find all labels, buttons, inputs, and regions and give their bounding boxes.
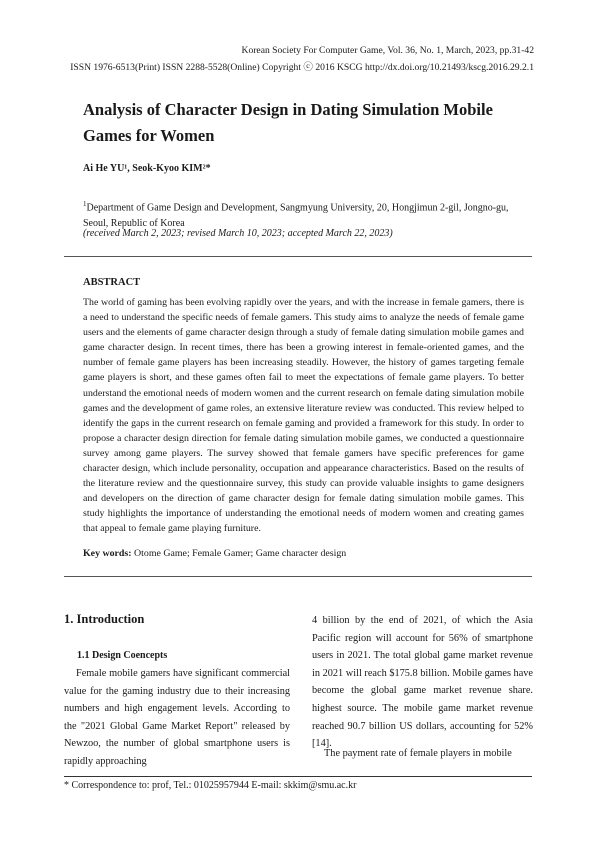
section-heading-introduction: 1. Introduction [64, 612, 145, 626]
paper-title: Analysis of Character Design in Dating Simulation Mobile Games for Women [83, 100, 493, 145]
top-divider [64, 256, 532, 257]
abstract-heading: ABSTRACT [83, 277, 141, 288]
journal-header-line1: Korean Society For Computer Game, Vol. 36, No. 1, March, 2023, pp.31-42 [241, 45, 534, 56]
keywords [83, 548, 346, 559]
intro-right-paragraph-1: 4 billion by the end of 2021, of which the Asia Pacific region will account for 56% of smartphone users in 2021. The total global game market revenue in 2021 will reach $175.8 billion. Mobile games have become the global game market revenue share. highest source. The mobile game market revenue reached 90.7 billion US dollars, accounting for 52%[14]. [312, 615, 533, 750]
keywords-value: Otome Game; Female Gamer; Game character design [131, 548, 347, 559]
footnote-divider [64, 776, 532, 777]
journal-header-line2: ISSN 1976-6513(Print) ISSN 2288-5528(Online) Copyright ⓒ 2016 KSCG http://dx.doi.org/10.21493/kscg.2016.29.2.1 [70, 62, 534, 73]
intro-left-paragraph: Female mobile gamers have significant commercial value for the gaming industry due to their increasing numbers and high engagement levels. According to the "2021 Global Game Market Report" released by Newzoo, the number of global smartphone users is rapidly approaching [64, 668, 290, 767]
author-list: Ai He YU¹, Seok-Kyoo KIM²* [83, 163, 211, 174]
intro-right-paragraph-2: The payment rate of female players in mobile [324, 748, 512, 759]
abstract-body: The world of gaming has been evolving rapidly over the years, and with the increase in female gamers, there is a need to understand the specific needs of female gamers. This study aims to analyze the needs of female game users and the elements of game character design through a study of female dating simulation mobile games and game character design. In recent times, there has been a growing interest in female-oriented games, and the number of female game players has been increasing steadily. However, the history of games targeting female game players is short, and these games often fail to meet the expectations of female game players. To better understand the emotional needs of modern women and the current research on female dating simulation mobile games and the development of game roles, an extensive literature review was conducted. This review helped to identify the gaps in the current research on female gaming and provided a framework for this study. In order to propose a character design direction for female dating simulation mobile games, we conducted a questionnaire survey among game players. The survey showed that female gamers have specific preferences for game character design, which include personality, occupation and appearance characteristics. Based on the results of the literature review and the questionnaire survey, this study can provide valuable insights to game designers and developers on the direction of game character design for female dating simulation mobile games. This study highlights the importance of understanding the emotional needs of modern women and creating games that appeal to female game playing furniture. [83, 297, 524, 535]
received-dates: (received March 2, 2023; revised March 10, 2023; accepted March 22, 2023) [83, 228, 393, 239]
keywords-label: Key words: [83, 548, 132, 559]
footnote-correspondence: * Correspondence to: prof, Tel.: 01025957944 E-mail: skkim@smu.ac.kr [64, 780, 357, 791]
affiliation [83, 196, 533, 232]
bottom-divider [64, 576, 532, 577]
affiliation-mark: 1 [83, 200, 87, 208]
affiliation-text: Department of Game Design and Development, Sangmyung University, 20, Hongjimun 2-gil, Jongno-gu, Seoul, Republic of Korea [83, 202, 509, 230]
subsection-heading-design: 1.1 Design Coencepts [77, 650, 168, 661]
